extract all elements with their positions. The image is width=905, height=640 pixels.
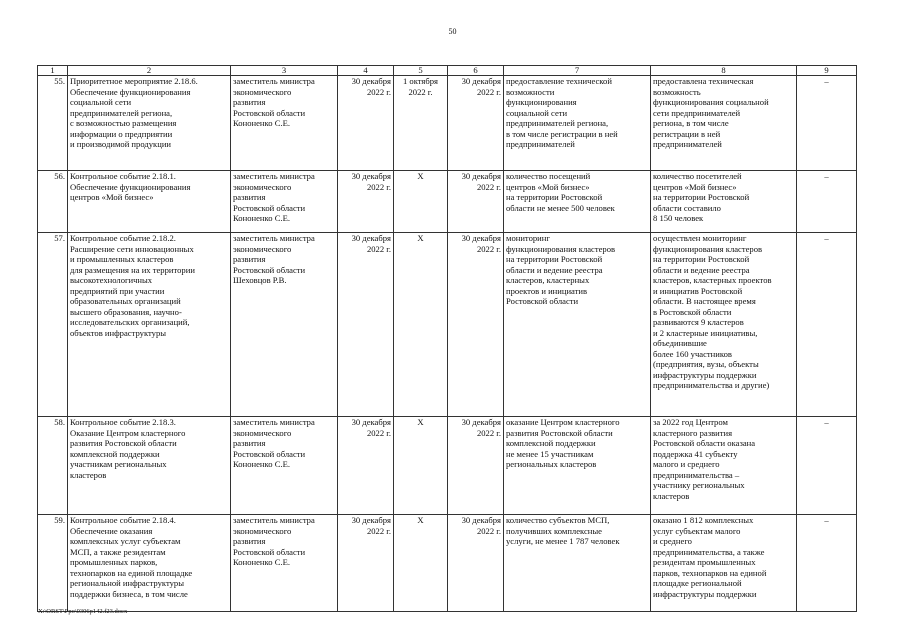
table-row [38,417,857,515]
responsible: заместитель министра экономического развития Ростовской области Кононенко С.Е. [231,417,338,515]
col-number-6: 6 [448,66,504,76]
note: – [797,76,857,171]
table-row [38,171,857,233]
event-name: Контрольное событие 2.18.1. Обеспечение функционирования центров «Мой бизнес» [68,171,231,233]
fact-date: Х [394,417,448,515]
expected-result: оказание Центром кластерного развития Ростовской области комплексной поддержки не менее 15 участникам региональных кластеров [504,417,651,515]
col-number-5: 5 [394,66,448,76]
col-number-2: 2 [68,66,231,76]
plan-date: 30 декабря 2022 г. [338,76,394,171]
note: – [797,171,857,233]
control-date: 30 декабря 2022 г. [448,417,504,515]
col-number-4: 4 [338,66,394,76]
control-date: 30 декабря 2022 г. [448,515,504,612]
actual-result: осуществлен мониторинг функционирования кластеров на территории Ростовской области и ведение реестра кластеров, кластерных проектов и инициатив Ростовской области. В настоящее время в Ростовской области развиваются 9 кластеров и 2 кластерные инициативы, объединившие более 160 участников (предприятия, вузы, объекты инфраструктуры поддержки предпринимательства и другие) [651,233,797,417]
expected-result: количество субъектов МСП, получивших комплексные услуги, не менее 1 787 человек [504,515,651,612]
table-row [38,233,857,417]
note: – [797,515,857,612]
note: – [797,233,857,417]
row-number: 59. [38,515,68,612]
col-number-9: 9 [797,66,857,76]
expected-result: количество посещений центров «Мой бизнес» на территории Ростовской области не менее 500 человек [504,171,651,233]
column-number-row [38,66,857,76]
report-table [37,65,857,612]
event-name: Контрольное событие 2.18.4. Обеспечение оказания комплексных услуг субъектам МСП, а также резидентам промышленных парков, технопарков на единой площадке региональной инфраструктуры поддержки бизнеса, в том числе [68,515,231,612]
plan-date: 30 декабря 2022 г. [338,417,394,515]
plan-date: 30 декабря 2022 г. [338,233,394,417]
page-number: 50 [448,27,457,36]
col-number-7: 7 [504,66,651,76]
actual-result: предоставлена техническая возможность функционирования социальной сети предпринимателей региона, в том числе регистрации в ней предпринимателей [651,76,797,171]
fact-date: Х [394,515,448,612]
expected-result: мониторинг функционирования кластеров на территории Ростовской области и ведение реестра кластеров, кластерных проектов и инициатив Ростовской области [504,233,651,417]
responsible: заместитель министра экономического развития Ростовской области Шеховцов Р.В. [231,233,338,417]
row-number: 57. [38,233,68,417]
event-name: Приоритетное мероприятие 2.18.6. Обеспечение функционирования социальной сети предпринимателей региона, с возможностью размещения информации о предприятии и производимой продукции [68,76,231,171]
fact-date: 1 октября 2022 г. [394,76,448,171]
col-number-1: 1 [38,66,68,76]
plan-date: 30 декабря 2022 г. [338,171,394,233]
actual-result: оказано 1 812 комплексных услуг субъектам малого и среднего предпринимательства, а также резидентам промышленных парков, технопарков на единой площадке региональной инфраструктуры поддержки [651,515,797,612]
row-number: 56. [38,171,68,233]
row-number: 58. [38,417,68,515]
col-number-3: 3 [231,66,338,76]
note: – [797,417,857,515]
event-name: Контрольное событие 2.18.3. Оказание Центром кластерного развития Ростовской области комплексной поддержки участникам региональных кластеров [68,417,231,515]
responsible: заместитель министра экономического развития Ростовской области Кононенко С.Е. [231,515,338,612]
plan-date: 30 декабря 2022 г. [338,515,394,612]
table-row [38,515,857,612]
control-date: 30 декабря 2022 г. [448,233,504,417]
row-number: 55. [38,76,68,171]
expected-result: предоставление технической возможности функционирования социальной сети предпринимателей региона, в том числе регистрации в ней предпринимателей [504,76,651,171]
responsible: заместитель министра экономического развития Ростовской области Кононенко С.Е. [231,171,338,233]
actual-result: за 2022 год Центром кластерного развития Ростовской области оказана поддержка 41 субъекту малого и среднего предпринимательства – участнику региональных кластеров [651,417,797,515]
fact-date: Х [394,233,448,417]
event-name: Контрольное событие 2.18.2. Расширение сети инновационных и промышленных кластеров для размещения на их территории высокотехнологичных предприятий при участии образовательных организаций высшего образования, научно- исследовательских организаций, объектов инфраструктуры [68,233,231,417]
actual-result: количество посетителей центров «Мой бизнес» на территории Ростовской области составило 8 150 человек [651,171,797,233]
fact-date: Х [394,171,448,233]
control-date: 30 декабря 2022 г. [448,171,504,233]
col-number-8: 8 [651,66,797,76]
responsible: заместитель министра экономического развития Ростовской области Кононенко С.Е. [231,76,338,171]
table-row [38,76,857,171]
file-path-footer: X:\ORST\Ppo\0306p142.f23.docx [38,608,128,615]
control-date: 30 декабря 2022 г. [448,76,504,171]
